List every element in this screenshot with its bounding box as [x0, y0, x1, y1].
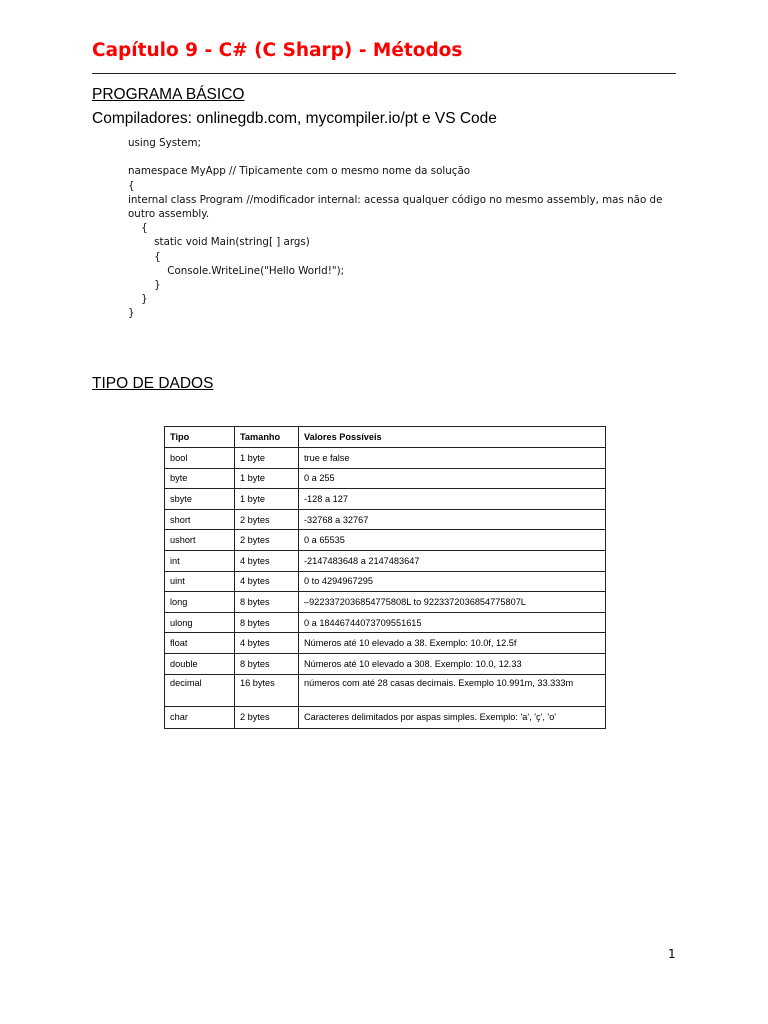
- code-block: [128, 136, 688, 320]
- cell-values: 0 a 18446744073709551615: [299, 612, 606, 633]
- cell-size: 8 bytes: [235, 653, 299, 674]
- cell-size: 2 bytes: [235, 706, 299, 728]
- cell-values: números com até 28 casas decimais. Exemplo 10.991m, 33.333m: [299, 674, 606, 706]
- table-row: [165, 674, 606, 706]
- table-row: [165, 706, 606, 728]
- table-row: [165, 653, 606, 674]
- cell-size: 8 bytes: [235, 592, 299, 613]
- cell-type: decimal: [165, 674, 235, 706]
- code-line: using System;: [128, 137, 201, 149]
- table-row: [165, 509, 606, 530]
- title-divider: [92, 73, 676, 74]
- section-heading-basic-program: PROGRAMA BÁSICO: [92, 86, 245, 103]
- cell-type: ushort: [165, 530, 235, 551]
- cell-values: true e false: [299, 448, 606, 469]
- code-line: {: [128, 222, 148, 235]
- cell-size: 4 bytes: [235, 571, 299, 592]
- code-line: static void Main(string[ ] args): [128, 236, 310, 249]
- cell-values: Caracteres delimitados por aspas simples. Exemplo: 'a', 'ç', 'o': [299, 706, 606, 728]
- cell-type: double: [165, 653, 235, 674]
- code-line: }: [128, 293, 148, 306]
- table-row: [165, 530, 606, 551]
- cell-size: 1 byte: [235, 468, 299, 489]
- cell-type: sbyte: [165, 489, 235, 510]
- cell-values: 0 a 255: [299, 468, 606, 489]
- cell-values: –9223372036854775808L to 9223372036854775807L: [299, 592, 606, 613]
- code-line: }: [128, 307, 135, 320]
- cell-type: short: [165, 509, 235, 530]
- code-line: internal class Program //modificador internal: acessa qualquer código no mesmo assembly, mas não de outro assembly.: [128, 193, 663, 220]
- cell-size: 16 bytes: [235, 674, 299, 706]
- cell-type: uint: [165, 571, 235, 592]
- page-title: Capítulo 9 - C# (C Sharp) - Métodos: [92, 40, 463, 61]
- cell-type: int: [165, 550, 235, 571]
- column-header-valores: Valores Possíveis: [299, 427, 606, 448]
- cell-size: 8 bytes: [235, 612, 299, 633]
- table-row: [165, 468, 606, 489]
- table-row: [165, 633, 606, 654]
- cell-values: 0 to 4294967295: [299, 571, 606, 592]
- code-line: namespace MyApp // Tipicamente com o mesmo nome da solução: [128, 165, 471, 178]
- column-header-tamanho: Tamanho: [235, 427, 299, 448]
- table-row: [165, 592, 606, 613]
- cell-size: 2 bytes: [235, 530, 299, 551]
- table-row: [165, 489, 606, 510]
- table-row: [165, 571, 606, 592]
- section-heading-data-types: TIPO DE DADOS: [92, 375, 214, 392]
- cell-size: 4 bytes: [235, 550, 299, 571]
- table-row: [165, 612, 606, 633]
- cell-size: 2 bytes: [235, 509, 299, 530]
- cell-type: float: [165, 633, 235, 654]
- cell-values: -2147483648 a 2147483647: [299, 550, 606, 571]
- cell-type: byte: [165, 468, 235, 489]
- cell-size: 4 bytes: [235, 633, 299, 654]
- cell-size: 1 byte: [235, 448, 299, 469]
- cell-values: 0 a 65535: [299, 530, 606, 551]
- cell-values: -128 a 127: [299, 489, 606, 510]
- compilers-line: Compiladores: onlinegdb.com, mycompiler.io/pt e VS Code: [92, 110, 497, 127]
- table-header-row: [165, 427, 606, 448]
- cell-values: Números até 10 elevado a 308. Exemplo: 10.0, 12.33: [299, 653, 606, 674]
- page-number: 1: [668, 947, 676, 961]
- cell-values: -32768 a 32767: [299, 509, 606, 530]
- cell-size: 1 byte: [235, 489, 299, 510]
- table-row: [165, 448, 606, 469]
- code-line: {: [128, 179, 135, 192]
- cell-type: ulong: [165, 612, 235, 633]
- cell-values: Números até 10 elevado a 38. Exemplo: 10.0f, 12.5f: [299, 633, 606, 654]
- code-line: {: [128, 250, 161, 263]
- code-blank-line: [128, 150, 688, 164]
- cell-type: long: [165, 592, 235, 613]
- code-line: }: [128, 278, 161, 291]
- cell-type: bool: [165, 448, 235, 469]
- column-header-tipo: Tipo: [165, 427, 235, 448]
- code-line: Console.WriteLine("Hello World!");: [128, 264, 345, 277]
- table-row: [165, 550, 606, 571]
- data-types-table: [164, 426, 606, 729]
- cell-type: char: [165, 706, 235, 728]
